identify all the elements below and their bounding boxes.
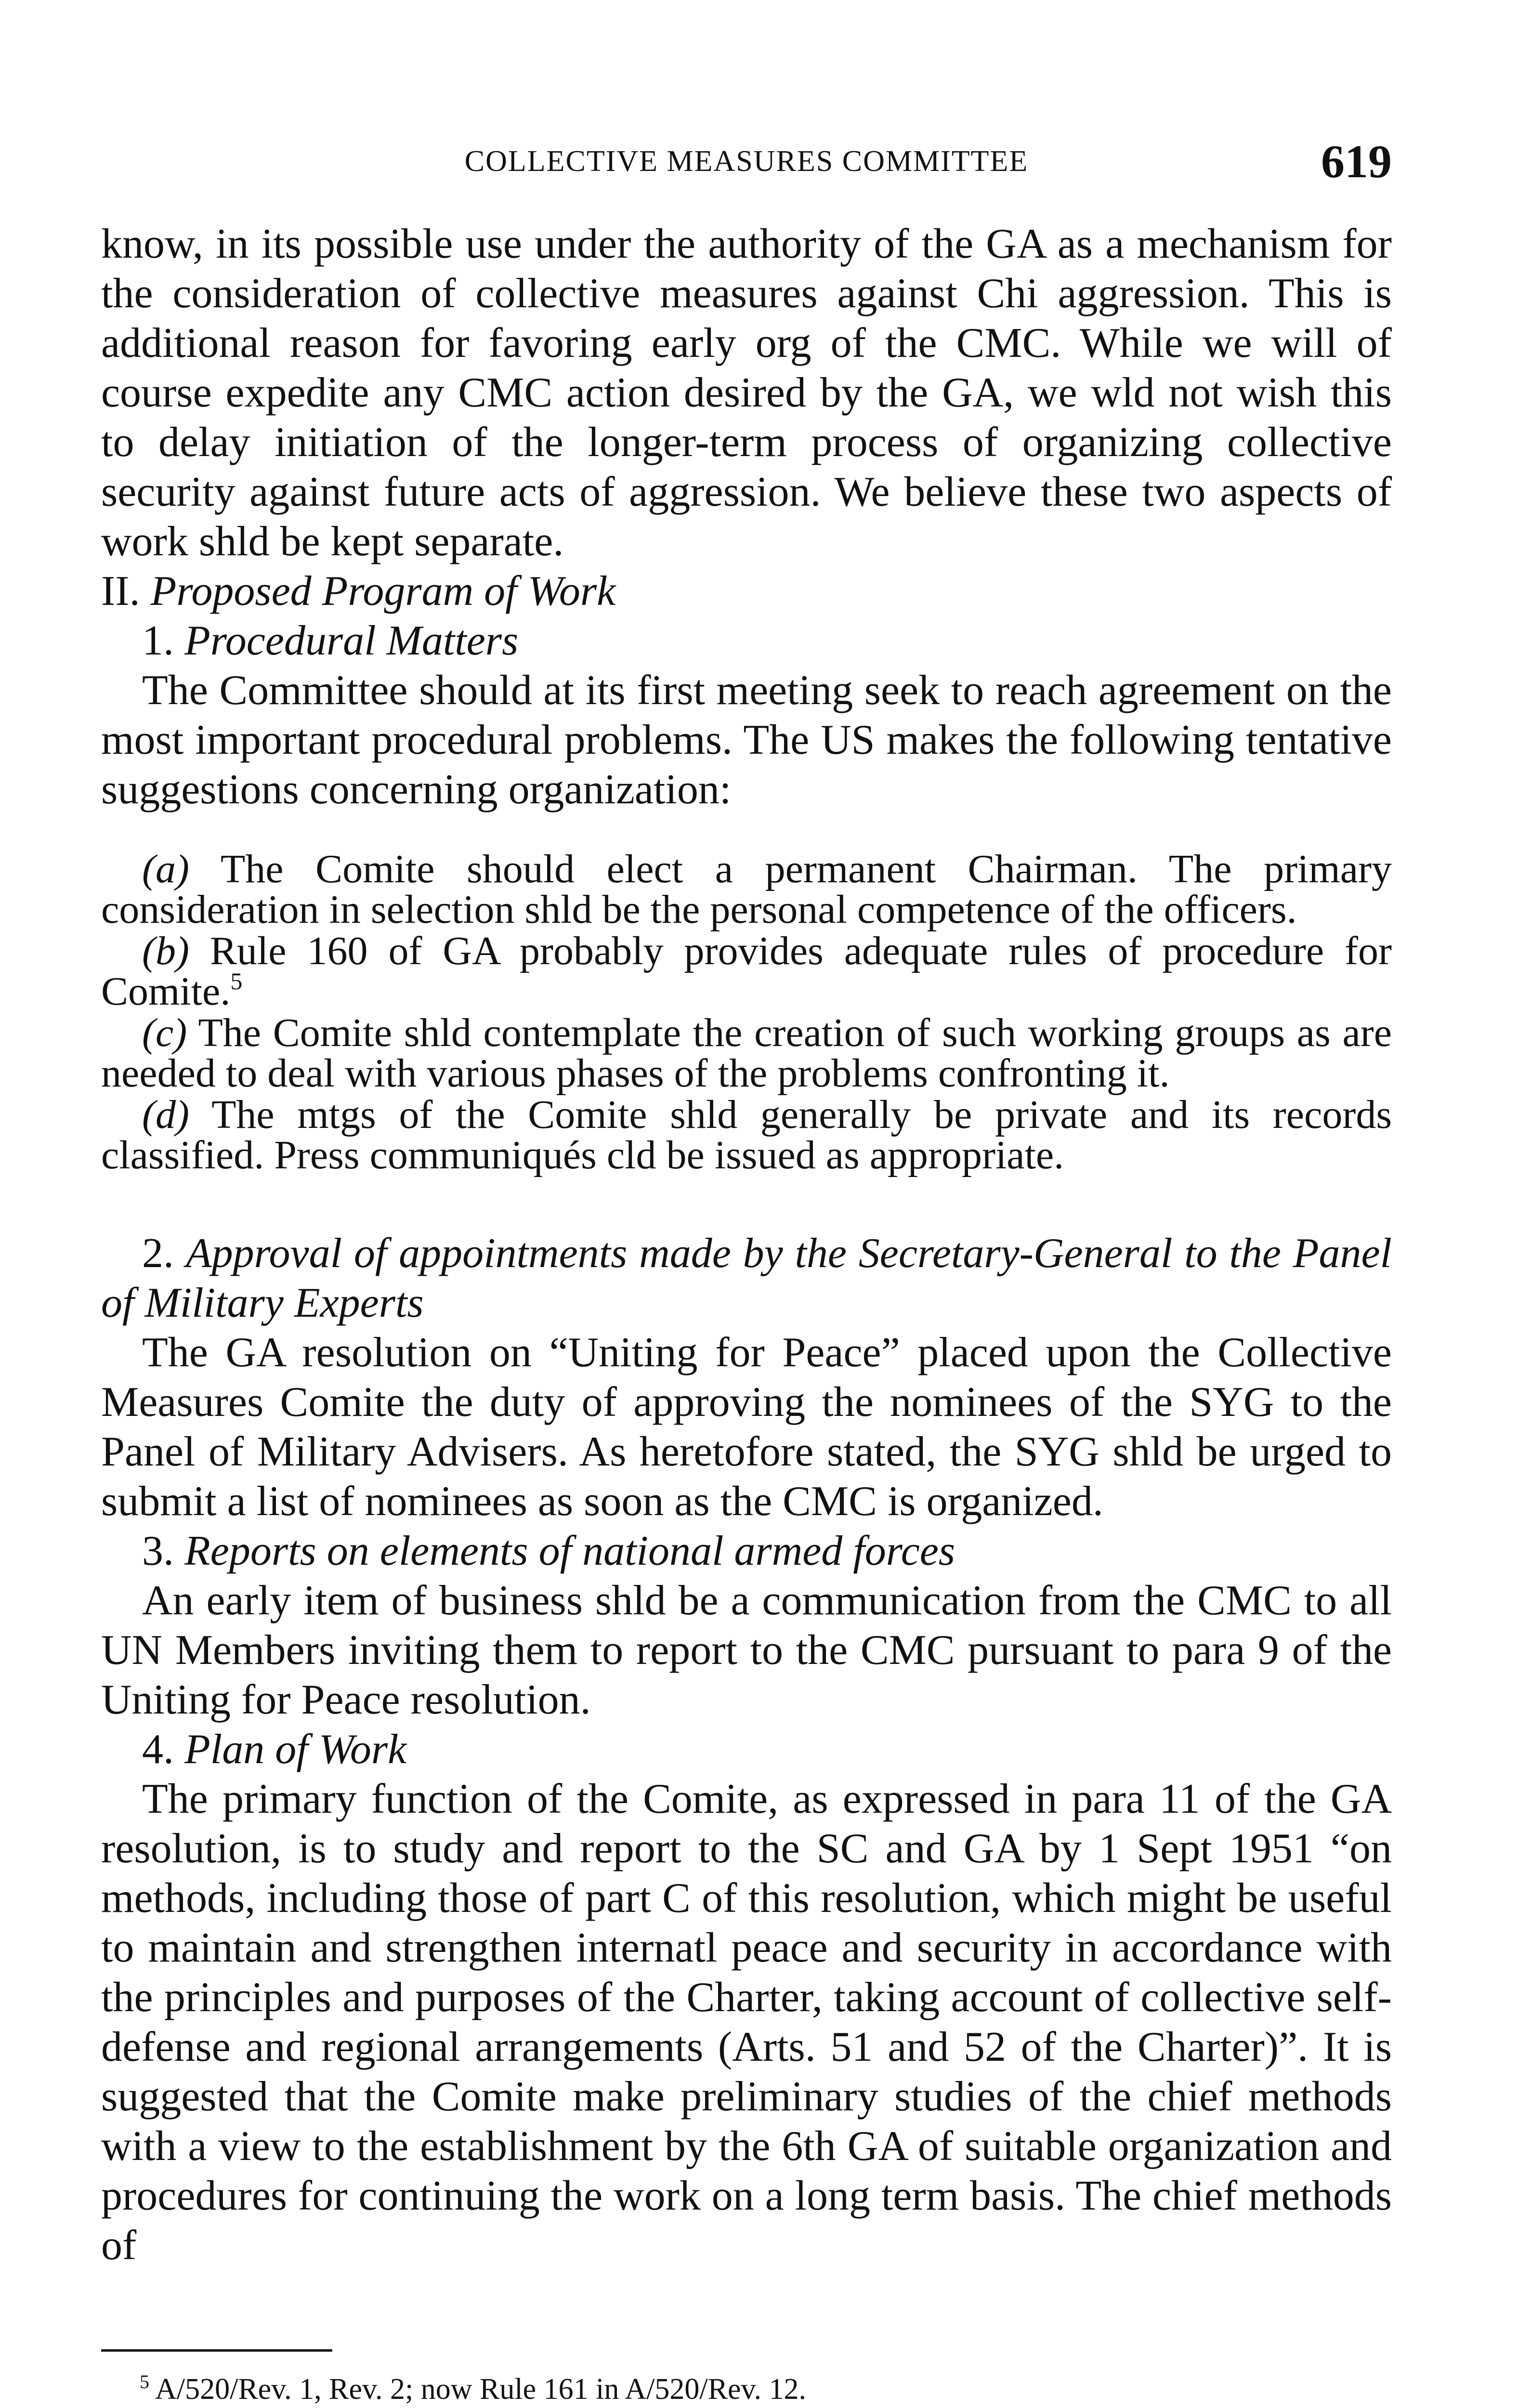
- subsection-number: 4.: [142, 1726, 174, 1773]
- procedural-paragraph: The Committee should at its first meeting seek to reach agreement on the most important procedural problems. The US makes the following tentative suggestions concerning organization:: [101, 667, 1392, 813]
- footnote-text: A/520/Rev. 1, Rev. 2; now Rule 161 in A/520/Rev. 12.: [155, 2373, 806, 2406]
- subsection-heading-approval: [101, 1229, 1392, 1328]
- subsection-title: Procedural Matters: [184, 617, 519, 664]
- item-letter: (c): [142, 1010, 187, 1055]
- approval-paragraph: The GA resolution on “Uniting for Peace” placed upon the Collective Measures Comite the duty of approving the nominees of the SYG to the Panel of Military Advisers. As heretofore stated, the SYG shld be urged to submit a list of nominees as soon as the CMC is organized.: [101, 1329, 1392, 1525]
- page-header: [101, 135, 1392, 193]
- subsection-number: 3.: [142, 1528, 174, 1574]
- subsection-title: Plan of Work: [184, 1726, 407, 1773]
- footnote-reference: 5: [230, 968, 243, 995]
- subsection-number: 1.: [142, 617, 174, 664]
- item-letter: (d): [142, 1092, 189, 1137]
- item-letter: (b): [142, 929, 189, 973]
- item-text: The Comite shld contemplate the creation of such working groups as are needed to deal with various phases of the problems confronting it.: [101, 1010, 1392, 1096]
- list-item: [101, 1010, 1392, 1096]
- subsection-heading-plan: [101, 1725, 1392, 1774]
- continuation-paragraph: know, in its possible use under the authority of the GA as a mechanism for the consideration of collective measures against Chi aggression. This is additional reason for favoring early org of the CMC. While we will of course expedite any CMC action desired by the GA, we wld not wish this to delay initiation of the longer-term process of organizing collective security against future acts of aggression. We believe these two aspects of work shld be kept separate.: [101, 221, 1392, 565]
- list-item: [101, 931, 1392, 1012]
- subsection-title: Reports on elements of national armed forces: [184, 1528, 955, 1574]
- footnote-marker: 5: [140, 2371, 149, 2393]
- section-number: II.: [101, 568, 140, 615]
- section-heading: [101, 566, 1392, 616]
- subsection-title: Approval of appointments made by the Secretary-General to the Panel of Military Experts: [101, 1230, 1392, 1326]
- section-title: Proposed Program of Work: [150, 568, 616, 615]
- list-item: [101, 849, 1392, 930]
- footnote: [140, 2372, 806, 2407]
- item-text: The mtgs of the Comite shld generally be private and its records classified. Press communiqués cld be issued as appropriate.: [101, 1092, 1392, 1178]
- procedural-items-list: [101, 849, 1392, 1176]
- subsection-heading-procedural: [101, 616, 1392, 666]
- running-head: COLLECTIVE MEASURES COMMITTEE: [464, 145, 1029, 178]
- subsection-heading-reports: [101, 1526, 1392, 1576]
- subsection-number: 2.: [142, 1230, 174, 1277]
- item-text: Rule 160 of GA probably provides adequate rules of procedure for Comite.: [101, 929, 1392, 1014]
- body-text: [101, 219, 1392, 2270]
- list-item: [101, 1092, 1392, 1178]
- item-text: The Comite should elect a permanent Chairman. The primary consideration in selection shld be the personal competence of the officers.: [101, 847, 1392, 932]
- reports-paragraph: An early item of business shld be a communication from the CMC to all UN Members inviting them to report to the CMC pursuant to para 9 of the Uniting for Peace resolution.: [101, 1577, 1392, 1723]
- item-letter: (a): [142, 847, 189, 891]
- footnote-divider: [101, 2349, 332, 2352]
- plan-paragraph: The primary function of the Comite, as expressed in para 11 of the GA resolution, is to study and report to the SC and GA by 1 Sept 1951 “on methods, including those of part C of this resolution, which might be useful to maintain and strengthen internatl peace and security in accordance with the principles and purposes of the Charter, taking account of collective self-defense and regional arrangements (Arts. 51 and 52 of the Charter)”. It is suggested that the Comite make preliminary studies of the chief methods with a view to the establishment by the 6th GA of suitable organization and procedures for continuing the work on a long term basis. The chief methods of: [101, 1776, 1392, 2269]
- page-number: 619: [1321, 136, 1392, 188]
